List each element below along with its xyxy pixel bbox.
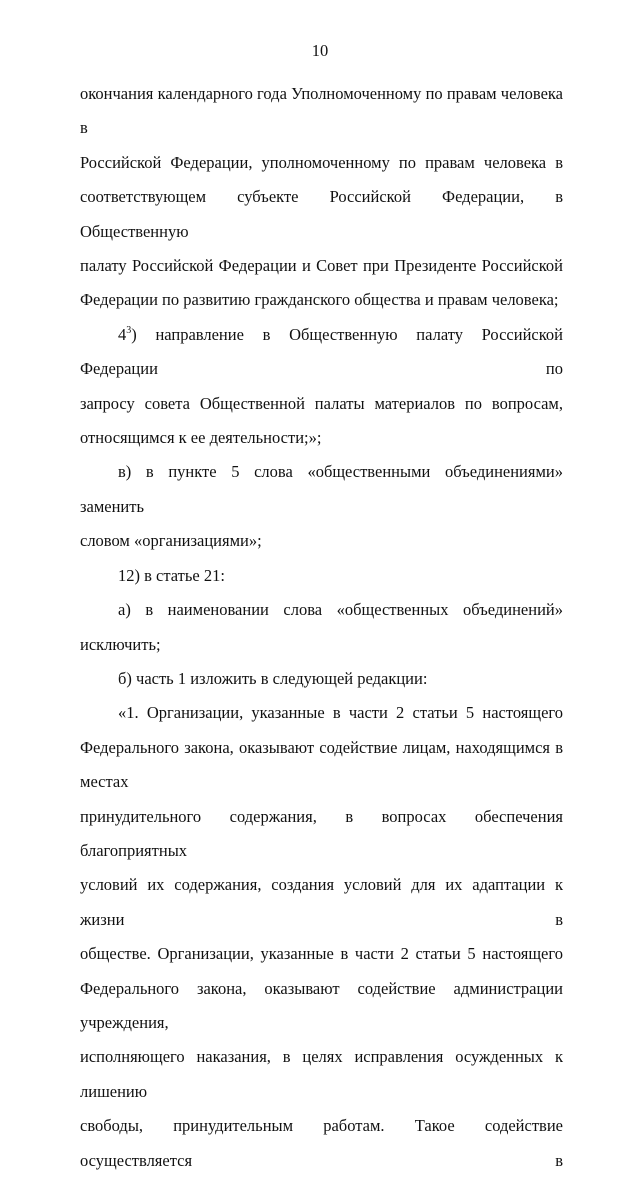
paragraph-1-line-5: Федерации по развитию гражданского общества и правам человека; bbox=[80, 290, 559, 310]
paragraph-2-line-1 bbox=[80, 318, 563, 387]
paragraph-5-line-1: а) в наименовании слова «общественных объединений» исключить; bbox=[80, 600, 563, 654]
item-superscript: 3 bbox=[126, 324, 132, 336]
paragraph-1-line-4: палату Российской Федерации и Совет при Президенте Российской bbox=[80, 256, 563, 276]
paragraph-6-line-1: б) часть 1 изложить в следующей редакции: bbox=[118, 668, 428, 688]
paragraph-7-line-1: «1. Организации, указанные в части 2 статьи 5 настоящего bbox=[118, 703, 563, 723]
paragraph-3-line-2: словом «организациями»; bbox=[80, 531, 262, 551]
paragraph-1-line-1: окончания календарного года Уполномоченному по правам человека в bbox=[80, 84, 563, 138]
paragraph-7-line-7: исполняющего наказания, в целях исправления осужденных к лишению bbox=[80, 1047, 563, 1101]
paragraph-7-line-2: Федерального закона, оказывают содействие лицам, находящимся в местах bbox=[80, 737, 563, 792]
paragraph-7-line-8: свободы, принудительным работам. Такое содействие осуществляется в bbox=[80, 1116, 563, 1170]
paragraph-3-line-1: в) в пункте 5 слова «общественными объединениями» заменить bbox=[80, 462, 563, 516]
paragraph-7-line-5: обществе. Организации, указанные в части 2 статьи 5 настоящего bbox=[80, 944, 563, 964]
paragraph-2-line-3: относящимся к ее деятельности;»; bbox=[80, 428, 322, 448]
paragraph-1-line-2: Российской Федерации, уполномоченному по правам человека в bbox=[80, 152, 563, 172]
paragraph-4-line-1: 12) в статье 21: bbox=[118, 565, 225, 585]
item-text: ) направление в Общественную палату Российской Федерации по bbox=[80, 324, 563, 379]
paragraph-7-line-3: принудительного содержания, в вопросах обеспечения благоприятных bbox=[80, 806, 563, 860]
paragraph-2-line-2: запросу совета Общественной палаты материалов по вопросам, bbox=[80, 393, 563, 413]
paragraph-1-line-3: соответствующем субъекте Российской Федерации, в Общественную bbox=[80, 187, 563, 241]
paragraph-7-line-6: Федерального закона, оказывают содействие администрации учреждения, bbox=[80, 978, 563, 1032]
page-number: 10 bbox=[311, 41, 329, 60]
paragraph-7-line-4: условий их содержания, создания условий для их адаптации к жизни в bbox=[80, 875, 563, 929]
document-body bbox=[80, 77, 563, 1178]
item-number: 4 bbox=[118, 324, 127, 344]
